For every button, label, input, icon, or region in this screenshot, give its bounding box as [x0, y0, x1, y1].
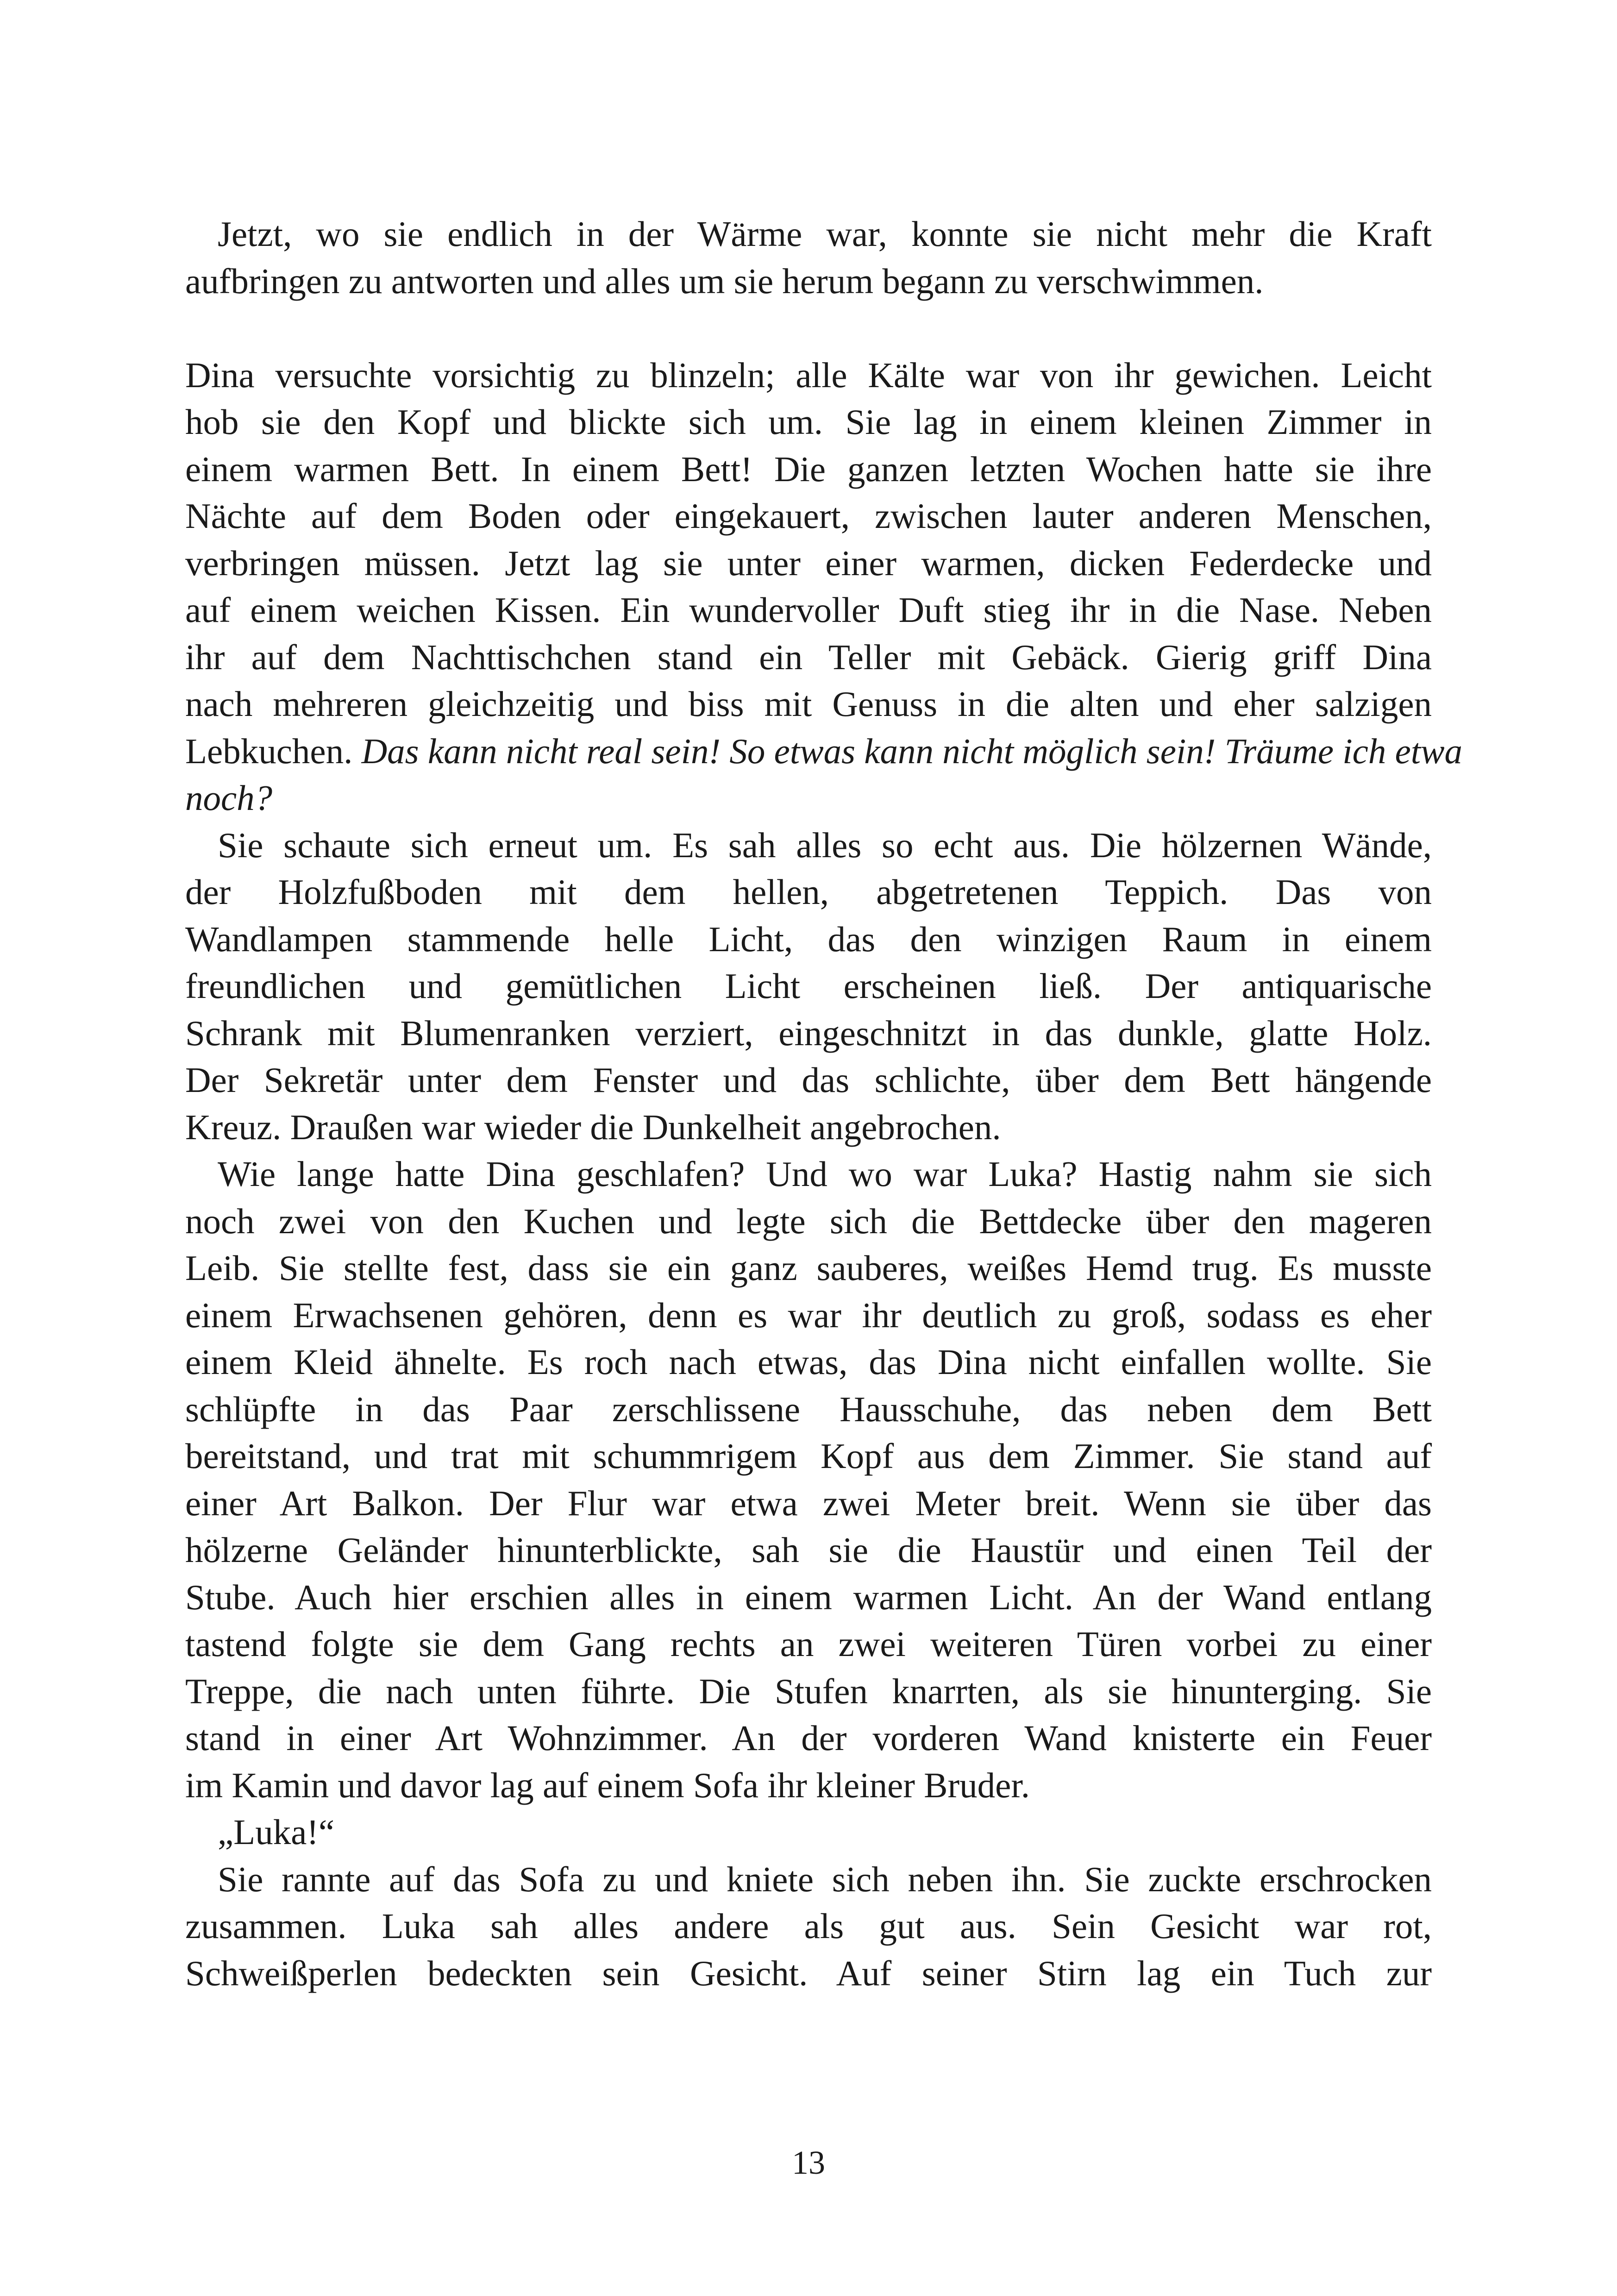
text-line: einem warmen Bett. In einem Bett! Die ganzen letzten Wochen hatte sie ihre	[185, 449, 1432, 489]
text-line: Dina versuchte vorsichtig zu blinzeln; alle Kälte war von ihr gewichen. Leicht	[185, 355, 1432, 395]
text-line: noch zwei von den Kuchen und legte sich die Bettdecke über den mageren	[185, 1201, 1432, 1241]
text-line: aufbringen zu antworten und alles um sie herum begann zu verschwimmen.	[185, 261, 1264, 301]
text-line: einer Art Balkon. Der Flur war etwa zwei Meter breit. Wenn sie über das	[185, 1483, 1432, 1523]
text-line: Jetzt, wo sie endlich in der Wärme war, konnte sie nicht mehr die Kraft	[218, 214, 1432, 254]
text-segment: Lebkuchen.	[185, 731, 362, 771]
text-line: Der Sekretär unter dem Fenster und das schlichte, über dem Bett hängende	[185, 1060, 1432, 1100]
text-line: einem Kleid ähnelte. Es roch nach etwas, das Dina nicht einfallen wollte. Sie	[185, 1342, 1432, 1382]
text-line-mixed	[185, 728, 1462, 775]
text-line: Sie schaute sich erneut um. Es sah alles so echt aus. Die hölzernen Wände,	[218, 825, 1432, 865]
paragraph-gap	[185, 305, 1432, 352]
text-line: einem Erwachsenen gehören, denn es war ihr deutlich zu groß, sodass es eher	[185, 1295, 1432, 1335]
page-text-block	[185, 211, 1462, 1997]
text-line: zusammen. Luka sah alles andere als gut aus. Sein Gesicht war rot,	[185, 1906, 1432, 1946]
text-line: Wie lange hatte Dina geschlafen? Und wo war Luka? Hastig nahm sie sich	[218, 1154, 1432, 1194]
italic-thought: Das kann nicht real sein! So etwas kann nicht möglich sein! Träume ich etwa	[361, 731, 1462, 771]
text-line: freundlichen und gemütlichen Licht erscheinen ließ. Der antiquarische	[185, 966, 1432, 1006]
text-line: schlüpfte in das Paar zerschlissene Hausschuhe, das neben dem Bett	[185, 1389, 1432, 1429]
text-line: der Holzfußboden mit dem hellen, abgetretenen Teppich. Das von	[185, 872, 1432, 912]
text-line: auf einem weichen Kissen. Ein wundervoller Duft stieg ihr in die Nase. Neben	[185, 590, 1432, 630]
text-line: hob sie den Kopf und blickte sich um. Sie lag in einem kleinen Zimmer in	[185, 402, 1432, 442]
text-line: Wandlampen stammende helle Licht, das den winzigen Raum in einem	[185, 919, 1432, 959]
text-line: bereitstand, und trat mit schummrigem Kopf aus dem Zimmer. Sie stand auf	[185, 1436, 1432, 1476]
text-line: hölzerne Geländer hinunterblickte, sah sie die Haustür und einen Teil der	[185, 1530, 1432, 1570]
text-line: stand in einer Art Wohnzimmer. An der vorderen Wand knisterte ein Feuer	[185, 1718, 1432, 1758]
text-line: Schrank mit Blumenranken verziert, eingeschnitzt in das dunkle, glatte Holz.	[185, 1013, 1432, 1053]
text-line: tastend folgte sie dem Gang rechts an zwei weiteren Türen vorbei zu einer	[185, 1624, 1432, 1664]
text-line-italic: noch?	[185, 778, 273, 818]
text-line: Treppe, die nach unten führte. Die Stufen knarrten, als sie hinunterging. Sie	[185, 1671, 1432, 1711]
text-line: Kreuz. Draußen war wieder die Dunkelheit angebrochen.	[185, 1107, 1001, 1147]
text-line: nach mehreren gleichzeitig und biss mit Genuss in die alten und eher salzigen	[185, 684, 1432, 724]
text-line: Sie rannte auf das Sofa zu und kniete sich neben ihn. Sie zuckte erschrocken	[218, 1859, 1432, 1899]
dialogue-line: „Luka!“	[218, 1812, 335, 1852]
text-line: Stube. Auch hier erschien alles in einem warmen Licht. An der Wand entlang	[185, 1577, 1432, 1617]
text-line: Leib. Sie stellte fest, dass sie ein ganz sauberes, weißes Hemd trug. Es musste	[185, 1248, 1432, 1288]
text-line: Schweißperlen bedeckten sein Gesicht. Auf seiner Stirn lag ein Tuch zur	[185, 1953, 1432, 1993]
text-line: verbringen müssen. Jetzt lag sie unter einer warmen, dicken Federdecke und	[185, 543, 1432, 583]
text-line: ihr auf dem Nachttischchen stand ein Teller mit Gebäck. Gierig griff Dina	[185, 637, 1432, 677]
text-line: im Kamin und davor lag auf einem Sofa ihr kleiner Bruder.	[185, 1765, 1030, 1805]
text-line: Nächte auf dem Boden oder eingekauert, zwischen lauter anderen Menschen,	[185, 496, 1432, 536]
page-number: 13	[792, 2144, 825, 2181]
